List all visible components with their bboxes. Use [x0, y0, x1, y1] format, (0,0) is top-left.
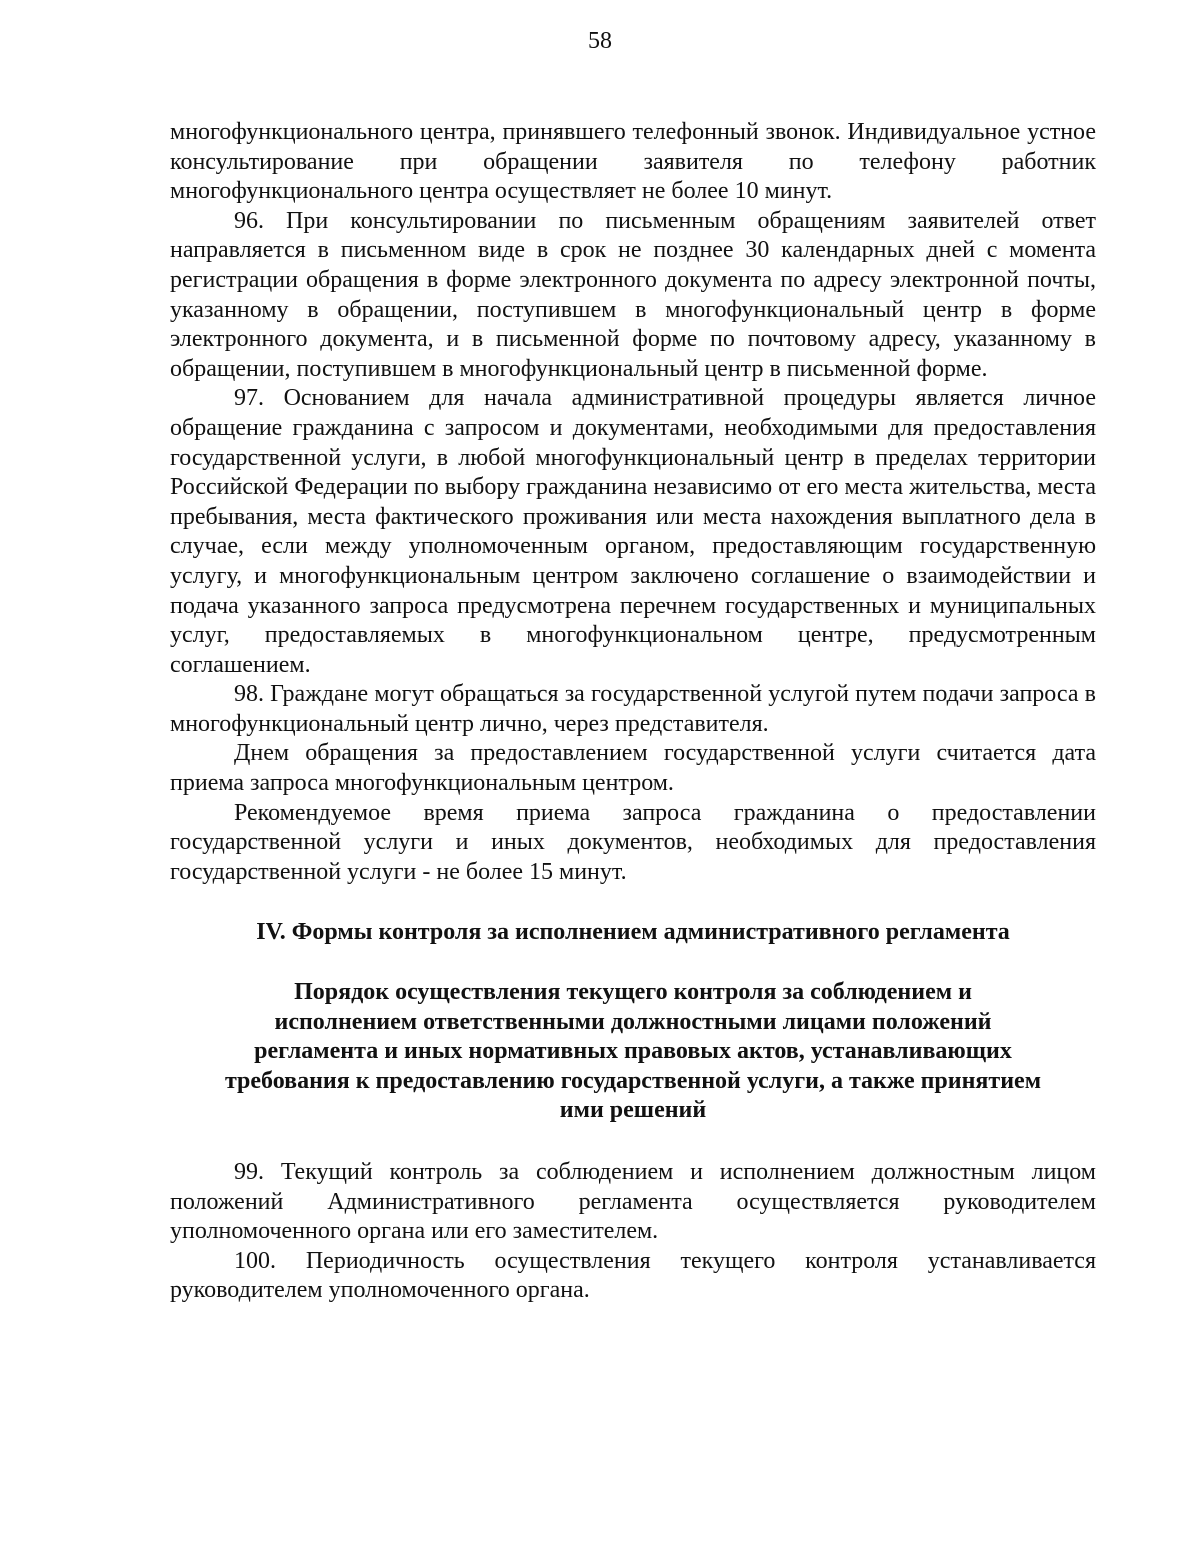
subsection-heading-line: исполнением ответственными должностными лицами положений	[274, 1008, 992, 1035]
subsection-heading-line: требования к предоставлению государственной услуги, а также принятием	[224, 1067, 1042, 1094]
document-body	[170, 118, 1096, 1306]
subsection-heading-line: регламента и иных нормативных правовых актов, устанавливающих	[254, 1038, 1012, 1065]
paragraph-97: 97. Основанием для начала административной процедуры является личное обращение гражданина с запросом и документами, необходимыми для предоставления государственной услуги, в любой многофункциональный центр в пределах территории Российской Федерации по выбору гражданина независимо от его места жительства, места пребывания, места фактического проживания или места нахождения выплатного дела в случае, если между уполномоченным органом, предоставляющим государственную услугу, и многофункциональным центром заключено соглашение о взаимодействии и подача указанного запроса предусмотрена перечнем государственных и муниципальных услуг, предоставляемых в многофункциональном центре, предусмотренным соглашением.	[170, 385, 1096, 678]
paragraph-98-date: Днем обращения за предоставлением государственной услуги считается дата приема запроса многофункциональным центром.	[170, 740, 1096, 797]
page-number: 58	[588, 28, 612, 54]
subsection-heading-line: ими решений	[559, 1097, 707, 1124]
section-heading-iv: IV. Формы контроля за исполнением административного регламента	[256, 919, 1010, 946]
subsection-heading-line: Порядок осуществления текущего контроля за соблюдением и	[294, 979, 972, 1006]
paragraph-continued: многофункционального центра, принявшего телефонный звонок. Индивидуальное устное консультирование при обращении заявителя по телефону работник многофункционального центра осуществляет не более 10 минут.	[170, 119, 1096, 205]
paragraph-100: 100. Периодичность осуществления текущего контроля устанавливается руководителем уполномоченного органа.	[170, 1247, 1096, 1304]
subsection-heading	[170, 978, 1096, 1126]
paragraph-96: 96. При консультировании по письменным обращениям заявителей ответ направляется в письменном виде в срок не позднее 30 календарных дней с момента регистрации обращения в форме электронного документа по адресу электронной почты, указанному в обращении, поступившем в многофункциональный центр в форме электронного документа, и в письменной форме по почтовому адресу, указанному в обращении, поступившем в многофункциональный центр в письменной форме.	[170, 207, 1096, 382]
paragraph-98-time: Рекомендуемое время приема запроса гражданина о предоставлении государственной услуги и иных документов, необходимых для предоставления государственной услуги - не более 15 минут.	[170, 799, 1096, 885]
paragraph-98: 98. Граждане могут обращаться за государственной услугой путем подачи запроса в многофункциональный центр лично, через представителя.	[170, 681, 1096, 737]
paragraph-99: 99. Текущий контроль за соблюдением и исполнением должностным лицом положений Административного регламента осуществляется руководителем уполномоченного органа или его заместителем.	[170, 1159, 1096, 1245]
